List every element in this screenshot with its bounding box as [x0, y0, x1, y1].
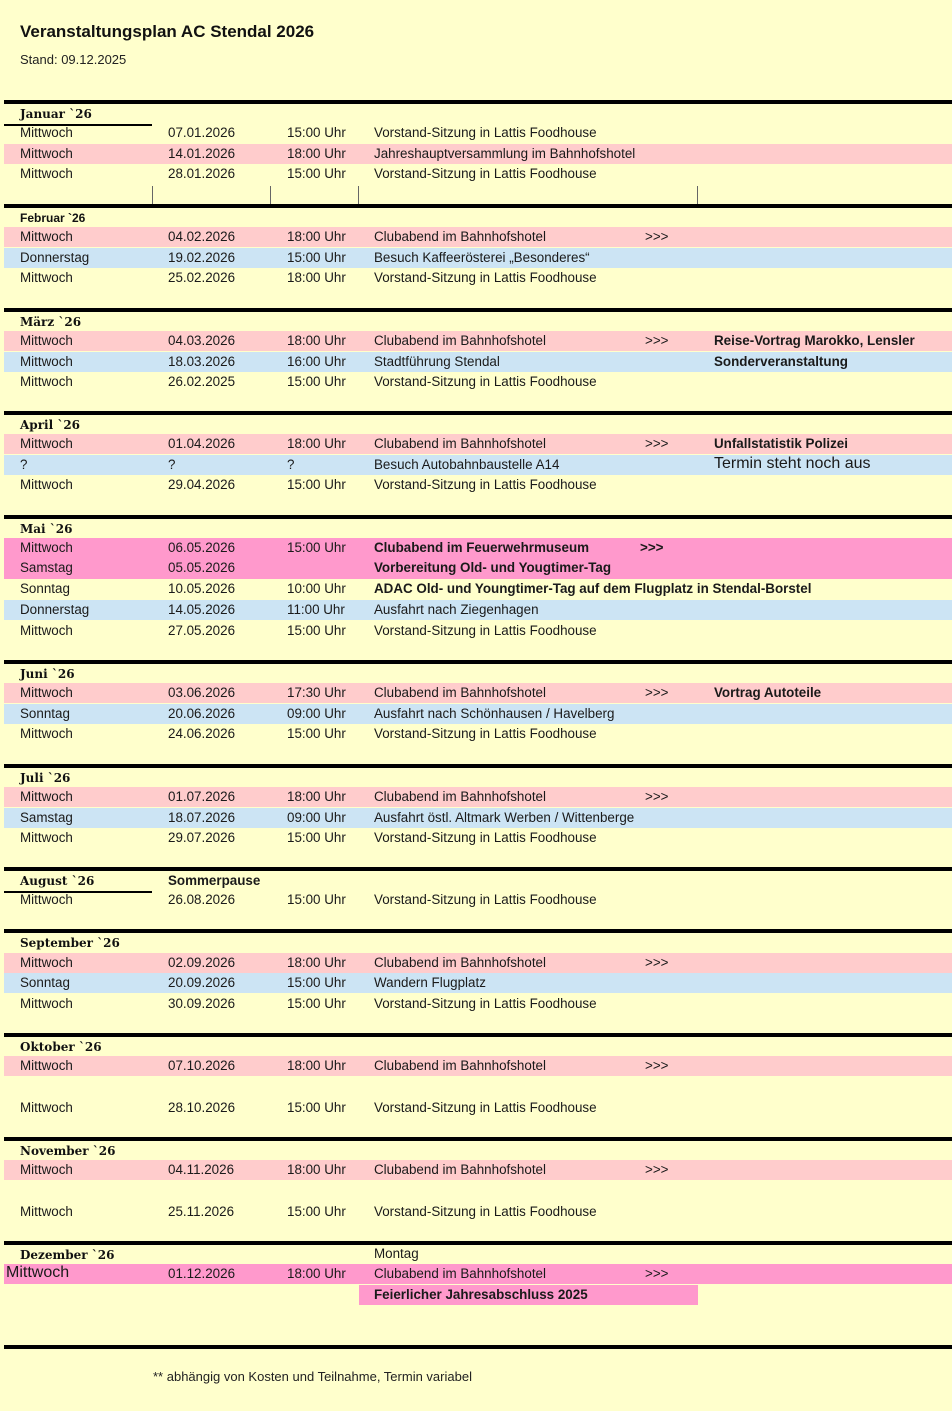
event-cell: Vorstand-Sitzung in Lattis Foodhouse	[374, 477, 597, 492]
date-cell: 25.02.2026	[168, 270, 236, 285]
date-cell: ?	[168, 457, 176, 472]
event-cell: Clubabend im Bahnhofshotel	[374, 436, 546, 451]
more-arrow: >>>	[645, 1058, 669, 1073]
time-cell: 15:00 Uhr	[287, 830, 346, 845]
table-row	[4, 455, 952, 475]
day-cell: Sonntag	[20, 581, 70, 596]
column-divider	[152, 186, 153, 204]
footnote: ** abhängig von Kosten und Teilnahme, Termin variabel	[153, 1369, 472, 1384]
event-cell: Clubabend im Bahnhofshotel	[374, 955, 546, 970]
table-row	[4, 683, 952, 703]
date-cell: 27.05.2026	[168, 623, 236, 638]
stand-date: Stand: 09.12.2025	[20, 52, 127, 67]
column-divider	[358, 186, 359, 204]
time-cell: 15:00 Uhr	[287, 540, 346, 555]
time-cell: 18:00 Uhr	[287, 436, 346, 451]
date-cell: 01.12.2026	[168, 1266, 236, 1281]
time-cell: 18:00 Uhr	[287, 1162, 346, 1177]
date-cell: 19.02.2026	[168, 250, 236, 265]
date-cell: 29.07.2026	[168, 830, 236, 845]
time-cell: 18:00 Uhr	[287, 229, 346, 244]
day-cell: Mittwoch	[20, 436, 73, 451]
table-row	[4, 973, 952, 993]
event-cell: Vorstand-Sitzung in Lattis Foodhouse	[374, 1204, 597, 1219]
event-cell: ADAC Old- und Youngtimer-Tag auf dem Flugplatz in Stendal-Borstel	[374, 581, 812, 596]
date-cell: 04.11.2026	[168, 1162, 235, 1177]
month-label: Mai `26	[20, 522, 73, 536]
time-cell: 18:00 Uhr	[287, 789, 346, 804]
day-cell: Mittwoch	[20, 892, 73, 907]
time-cell: 15:00 Uhr	[287, 975, 346, 990]
time-cell: 15:00 Uhr	[287, 892, 346, 907]
date-cell: 30.09.2026	[168, 996, 236, 1011]
time-cell: 15:00 Uhr	[287, 374, 346, 389]
time-cell: 18:00 Uhr	[287, 955, 346, 970]
event-cell: Vorbereitung Old- und Yougtimer-Tag	[374, 560, 612, 575]
table-row	[4, 372, 952, 392]
page-title: Veranstaltungsplan AC Stendal 2026	[20, 22, 315, 41]
summer-break-label: Sommerpause	[168, 873, 261, 888]
bottom-separator	[4, 1345, 952, 1349]
time-cell: 11:00 Uhr	[287, 602, 345, 617]
month-label: Oktober `26	[20, 1040, 102, 1054]
table-row	[4, 475, 952, 495]
table-row	[4, 704, 952, 724]
more-arrow: >>>	[645, 685, 669, 700]
day-cell: Mittwoch	[20, 229, 73, 244]
note-cell: Vortrag Autoteile	[714, 685, 822, 700]
more-arrow: >>>	[645, 333, 669, 348]
day-cell: Mittwoch	[20, 270, 73, 285]
table-row	[4, 1160, 952, 1180]
day-cell: Mittwoch	[20, 333, 73, 348]
date-cell: 01.07.2026	[168, 789, 236, 804]
event-cell: Clubabend im Bahnhofshotel	[374, 685, 546, 700]
date-cell: 20.09.2026	[168, 975, 236, 990]
day-cell: Samstag	[20, 810, 73, 825]
event-cell: Clubabend im Bahnhofshotel	[374, 1266, 546, 1281]
table-row	[4, 1098, 952, 1118]
date-cell: 14.01.2026	[168, 146, 236, 161]
event-cell: Vorstand-Sitzung in Lattis Foodhouse	[374, 125, 597, 140]
day-cell: Mittwoch	[20, 955, 73, 970]
table-row	[4, 123, 952, 143]
date-cell: 04.03.2026	[168, 333, 236, 348]
month-label: Juni `26	[20, 667, 75, 681]
table-row	[4, 579, 952, 599]
day-cell: Mittwoch	[20, 685, 73, 700]
date-cell: 29.04.2026	[168, 477, 236, 492]
month-header	[4, 933, 152, 955]
day-cell: Mittwoch	[6, 1264, 70, 1281]
month-label: Januar `26	[20, 107, 92, 121]
more-arrow: >>>	[640, 540, 664, 555]
event-cell: Wandern Flugplatz	[374, 975, 486, 990]
day-cell: Mittwoch	[20, 1162, 73, 1177]
day-cell: Mittwoch	[20, 1204, 73, 1219]
event-cell: Clubabend im Bahnhofshotel	[374, 229, 546, 244]
event-cell: Vorstand-Sitzung in Lattis Foodhouse	[374, 830, 597, 845]
time-cell: 15:00 Uhr	[287, 1100, 346, 1115]
more-arrow: >>>	[645, 789, 669, 804]
time-cell: 15:00 Uhr	[287, 477, 346, 492]
table-row	[4, 227, 952, 247]
time-cell: 15:00 Uhr	[287, 166, 346, 181]
event-cell: Vorstand-Sitzung in Lattis Foodhouse	[374, 623, 597, 638]
time-cell: ?	[287, 457, 295, 472]
day-cell: Mittwoch	[20, 125, 73, 140]
day-cell: Mittwoch	[20, 374, 73, 389]
event-cell: Vorstand-Sitzung in Lattis Foodhouse	[374, 726, 597, 741]
event-cell: Clubabend im Bahnhofshotel	[374, 789, 546, 804]
month-label: März `26	[20, 315, 82, 329]
more-arrow: >>>	[645, 955, 669, 970]
day-cell: Donnerstag	[20, 250, 90, 265]
day-cell: ?	[20, 457, 28, 472]
month-label: April `26	[20, 418, 81, 432]
table-row	[4, 808, 952, 828]
table-row	[4, 331, 952, 351]
table-row	[4, 1056, 952, 1076]
month-label: August `26	[20, 874, 95, 888]
day-cell: Mittwoch	[20, 540, 73, 555]
event-cell: Stadtführung Stendal	[374, 354, 500, 369]
date-cell: 18.07.2026	[168, 810, 236, 825]
day-cell: Mittwoch	[20, 789, 73, 804]
table-row	[4, 621, 952, 641]
time-cell: 15:00 Uhr	[287, 623, 346, 638]
date-cell: 18.03.2026	[168, 354, 236, 369]
event-cell: Clubabend im Bahnhofshotel	[374, 1162, 546, 1177]
date-cell: 20.06.2026	[168, 706, 236, 721]
more-arrow: >>>	[645, 1162, 669, 1177]
table-row	[4, 434, 952, 454]
time-cell: 18:00 Uhr	[287, 1266, 346, 1281]
table-row-highlight	[4, 538, 952, 579]
time-cell: 09:00 Uhr	[287, 810, 346, 825]
table-row	[4, 890, 952, 910]
date-cell: 07.10.2026	[168, 1058, 236, 1073]
table-row	[4, 164, 952, 184]
date-cell: 01.04.2026	[168, 436, 236, 451]
time-cell: 15:00 Uhr	[287, 125, 346, 140]
note-cell: Termin steht noch aus	[714, 455, 871, 472]
time-cell: 15:00 Uhr	[287, 726, 346, 741]
table-row-highlight	[4, 1264, 952, 1284]
time-cell: 15:00 Uhr	[287, 1204, 346, 1219]
day-cell: Samstag	[20, 560, 73, 575]
day-cell: Mittwoch	[20, 477, 73, 492]
day-cell: Donnerstag	[20, 602, 90, 617]
event-cell: Jahreshauptversammlung im Bahnhofshotel	[374, 146, 636, 161]
month-label: November `26	[20, 1144, 116, 1158]
date-cell: 26.02.2025	[168, 374, 236, 389]
day-cell: Sonntag	[20, 706, 70, 721]
date-cell: 07.01.2026	[168, 125, 236, 140]
date-cell: 28.01.2026	[168, 166, 236, 181]
table-row	[4, 144, 952, 164]
day-cell: Mittwoch	[20, 146, 73, 161]
table-row	[4, 953, 952, 973]
event-cell: Vorstand-Sitzung in Lattis Foodhouse	[374, 1100, 597, 1115]
event-cell: Besuch Kaffeerösterei „Besonderes“	[374, 250, 590, 265]
table-row	[4, 828, 952, 848]
table-row	[4, 600, 952, 620]
day-cell: Mittwoch	[20, 623, 73, 638]
day-cell: Mittwoch	[20, 726, 73, 741]
date-cell: 02.09.2026	[168, 955, 236, 970]
event-cell: Vorstand-Sitzung in Lattis Foodhouse	[374, 996, 597, 1011]
month-label: September `26	[20, 936, 120, 950]
date-cell: 10.05.2026	[168, 581, 236, 596]
month-label: Juli `26	[20, 771, 71, 785]
table-row	[4, 248, 952, 268]
event-cell: Vorstand-Sitzung in Lattis Foodhouse	[374, 892, 597, 907]
event-cell: Clubabend im Feuerwehrmuseum	[374, 540, 590, 555]
event-cell: Vorstand-Sitzung in Lattis Foodhouse	[374, 374, 597, 389]
event-cell: Ausfahrt nach Schönhausen / Havelberg	[374, 706, 615, 721]
time-cell: 18:00 Uhr	[287, 146, 346, 161]
day-cell: Mittwoch	[20, 166, 73, 181]
time-cell: 10:00 Uhr	[287, 581, 346, 596]
date-cell: 26.08.2026	[168, 892, 236, 907]
time-cell: 17:30 Uhr	[287, 685, 346, 700]
date-cell: 28.10.2026	[168, 1100, 236, 1115]
table-row	[4, 994, 952, 1014]
day-cell: Mittwoch	[20, 1058, 73, 1073]
time-cell: 18:00 Uhr	[287, 270, 346, 285]
event-cell: Clubabend im Bahnhofshotel	[374, 1058, 546, 1073]
month-label: Februar `26	[20, 211, 86, 225]
time-cell: 18:00 Uhr	[287, 1058, 346, 1073]
event-cell: Vorstand-Sitzung in Lattis Foodhouse	[374, 166, 597, 181]
time-cell: 09:00 Uhr	[287, 706, 346, 721]
day-cell: Mittwoch	[20, 830, 73, 845]
day-cell: Sonntag	[20, 975, 70, 990]
date-cell: 25.11.2026	[168, 1204, 235, 1219]
weekday-label: Montag	[374, 1246, 419, 1261]
table-row	[4, 352, 952, 372]
time-cell: 15:00 Uhr	[287, 250, 346, 265]
day-cell: Mittwoch	[20, 996, 73, 1011]
month-label: Dezember `26	[20, 1248, 115, 1262]
note-cell: Reise-Vortrag Marokko, Lensler	[714, 333, 915, 348]
event-cell: Clubabend im Bahnhofshotel	[374, 333, 546, 348]
column-divider	[270, 186, 271, 204]
table-row	[4, 268, 952, 288]
table-row	[4, 1202, 952, 1222]
time-cell: 15:00 Uhr	[287, 996, 346, 1011]
date-cell: 03.06.2026	[168, 685, 236, 700]
note-cell: Sonderveranstaltung	[714, 354, 848, 369]
table-row	[4, 724, 952, 744]
event-cell: Besuch Autobahnbaustelle A14	[374, 457, 560, 472]
column-divider	[697, 186, 698, 204]
event-cell: Ausfahrt nach Ziegenhagen	[374, 602, 539, 617]
more-arrow: >>>	[645, 1266, 669, 1281]
date-cell: 04.02.2026	[168, 229, 236, 244]
note-cell: Unfallstatistik Polizei	[714, 436, 848, 451]
date-cell: 05.05.2026	[168, 560, 236, 575]
event-cell: Feierlicher Jahresabschluss 2025	[374, 1287, 588, 1302]
date-cell: 06.05.2026	[168, 540, 236, 555]
event-cell: Vorstand-Sitzung in Lattis Foodhouse	[374, 270, 597, 285]
event-cell: Ausfahrt östl. Altmark Werben / Wittenberge	[374, 810, 635, 825]
time-cell: 16:00 Uhr	[287, 354, 346, 369]
table-row	[4, 787, 952, 807]
day-cell: Mittwoch	[20, 1100, 73, 1115]
date-cell: 14.05.2026	[168, 602, 236, 617]
day-cell: Mittwoch	[20, 354, 73, 369]
date-cell: 24.06.2026	[168, 726, 236, 741]
more-arrow: >>>	[645, 229, 669, 244]
year-end-event	[359, 1285, 698, 1305]
time-cell: 18:00 Uhr	[287, 333, 346, 348]
more-arrow: >>>	[645, 436, 669, 451]
